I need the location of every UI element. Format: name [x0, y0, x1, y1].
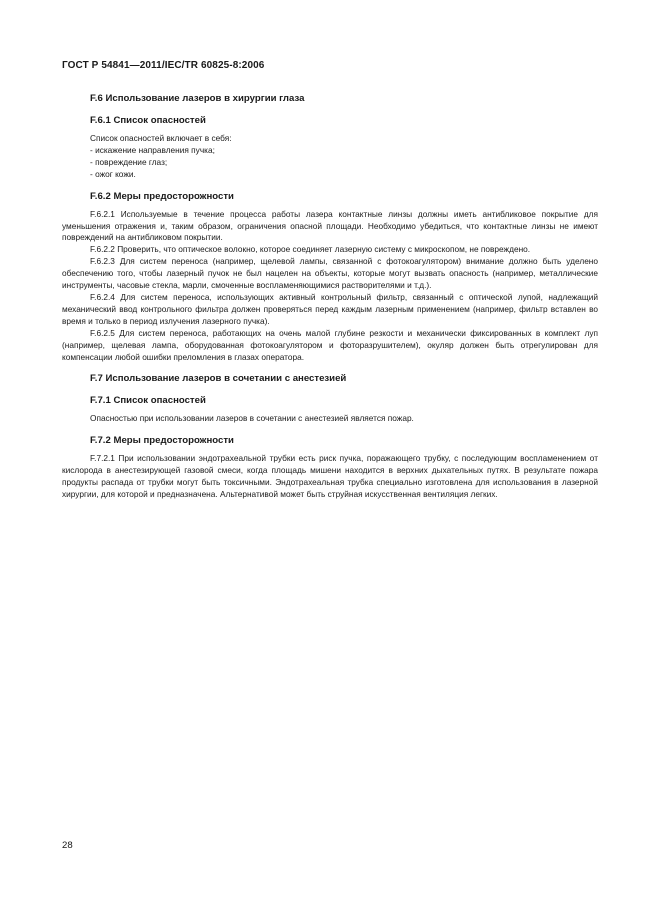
paragraph-f71: Опасностью при использовании лазеров в сочетании с анестезией является пожар. — [90, 413, 414, 424]
paragraph-f621: F.6.2.1 Используемые в течение процесса работы лазера контактные линзы должны иметь антибликовое покрытие для уменьшения отражения и, таким образом, ограничения опасной площади. Необходимо убедиться, что контактные линзы не имеют повреждений на антибликовом покрытии. — [62, 208, 598, 243]
paragraph-f622: F.6.2.2 Проверить, что оптическое волокно, которое соединяет лазерную систему с микроскопом, не повреждено. — [90, 244, 531, 255]
paragraph-f623: F.6.2.3 Для систем переноса (например, щелевой лампы, связанной с фотокоагулятором) внимание должно быть уделено обеспечению того, чтобы лазерный пучок не был нацелен на объекты, которые могут вызвать опасность (например, металлические инструменты, часовые стекла, марли, смоченные воспламеняющимися растворителями и т.д.). — [62, 256, 598, 291]
page-number: 28 — [62, 840, 73, 851]
hazard-list-item: - ожог кожи. — [90, 168, 136, 179]
section-f72-heading: F.7.2 Меры предосторожности — [90, 435, 234, 447]
hazard-list-item: - искажение направления пучка; — [90, 144, 215, 155]
page-content — [62, 93, 598, 501]
paragraph-f624: F.6.2.4 Для систем переноса, использующих активный контрольный фильтр, связанный с оптической лупой, надлежащий механический ввод контрольного фильтра должен проверяться перед каждым лазерным применением (например, фильтр вставлен во время и только в период излучения лазерного пучка). — [62, 291, 598, 326]
section-f61-heading: F.6.1 Список опасностей — [90, 115, 206, 126]
hazard-list-intro: Список опасностей включает в себя: — [90, 133, 232, 143]
standard-header: ГОСТ Р 54841—2011/IEC/TR 60825-8:2006 — [62, 60, 265, 71]
section-f7-heading: F.7 Использование лазеров в сочетании с анестезией — [90, 373, 347, 385]
section-f6-heading: F.6 Использование лазеров в хирургии глаза — [90, 93, 305, 104]
section-f62-heading: F.6.2 Меры предосторожности — [90, 190, 234, 202]
section-f71-heading: F.7.1 Список опасностей — [90, 395, 206, 407]
hazard-list-item: - повреждение глаз; — [90, 156, 168, 167]
paragraph-f721: F.7.2.1 При использовании эндотрахеальной трубки есть риск пучка, поражающего трубку, с последующим воспламенением от кислорода в анестезирующей газовой смеси, когда площадь мишени находится в верхних дыхательных путях. В результате пожара продукты распада от трубки могут быть токсичными. Эндотрахеальная трубка специально изготовлена для использования в лазерной хирургии, для которой и предназначена. Альтернативой может быть струйная искусственная вентиляция легких. — [62, 453, 598, 500]
paragraph-f625: F.6.2.5 Для систем переноса, работающих на очень малой глубине резкости и механически фиксированных в комплект луп (например, щелевая лампа, оборудованная фотокоагулятором и фоторазрушителем), окуляр должен быть отрегулирован для компенсации любой ошибки преломления в глазах оператора. — [62, 327, 598, 362]
